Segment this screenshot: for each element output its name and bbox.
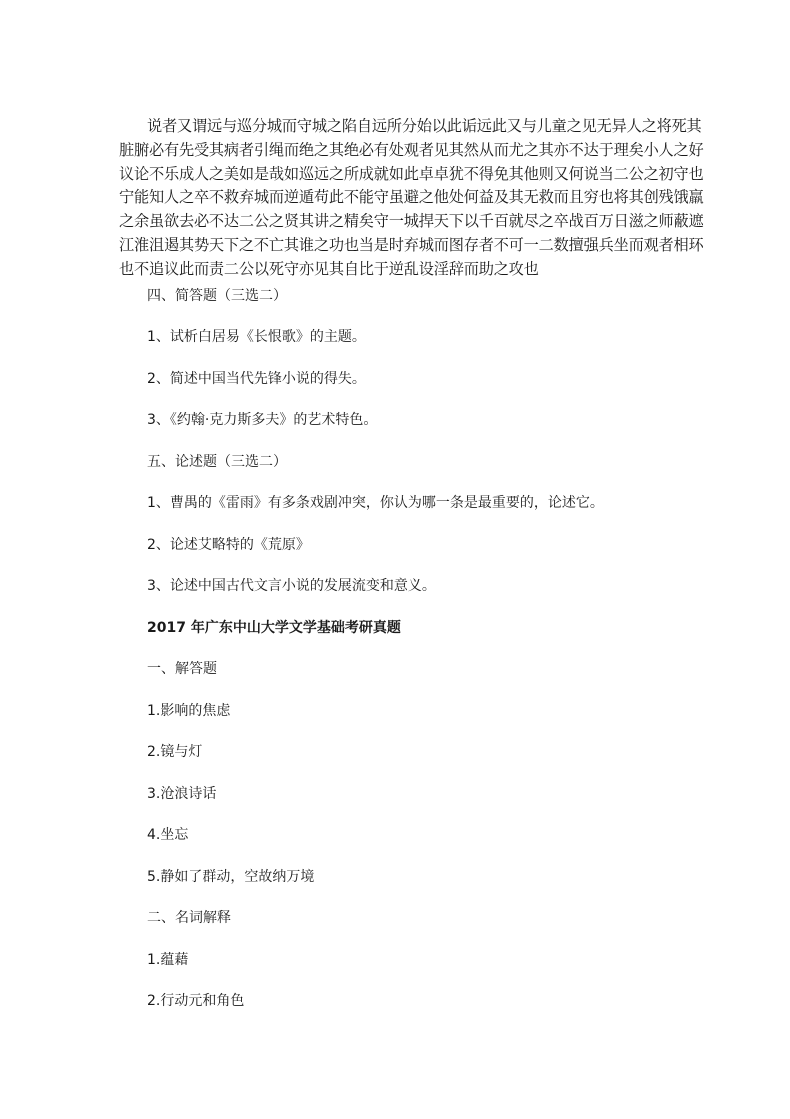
- section-heading-short-answer: 四、简答题（三选二）: [147, 288, 287, 304]
- question-item: 2.镜与灯: [147, 744, 203, 760]
- passage-line: 宁能知人之卒不救弃城而逆遁苟此不能守虽避之他处何益及其无救而且穷也将其创残饿羸: [119, 188, 704, 207]
- passage-line: 也不追议此而责二公以死守亦见其自比于逆乱设淫辞而助之攻也: [119, 259, 539, 278]
- question-item: 1、试析白居易《长恨歌》的主题。: [147, 329, 366, 345]
- section-heading-essay: 五、论述题（三选二）: [147, 454, 287, 470]
- passage-line: 江淮沮遏其势天下之不亡其谁之功也当是时弃城而图存者不可一二数擅强兵坐而观者相环: [119, 235, 704, 254]
- exam-title: 2017 年广东中山大学文学基础考研真题: [147, 620, 401, 636]
- passage-line: 之余虽欲去必不达二公之贤其讲之精矣守一城捍天下以千百就尽之卒战百万日滋之师蔽遮: [119, 212, 704, 231]
- question-item: 3、论述中国古代文言小说的发展流变和意义。: [147, 578, 436, 594]
- question-item: 3.沧浪诗话: [147, 786, 217, 802]
- passage-line: 脏腑必有先受其病者引绳而绝之其绝必有处观者见其然从而尤之其亦不达于理矣小人之好: [119, 140, 704, 159]
- question-item: 3、《约翰·克力斯多夫》的艺术特色。: [147, 412, 378, 428]
- classical-passage: [119, 115, 704, 282]
- question-item: 4.坐忘: [147, 827, 189, 843]
- question-item: 2、简述中国当代先锋小说的得失。: [147, 371, 366, 387]
- question-item: 1、曹禺的《雷雨》有多条戏剧冲突，你认为哪一条是最重要的，论述它。: [147, 495, 604, 511]
- section-heading-terms: 二、名词解释: [147, 910, 231, 926]
- question-item: 2.行动元和角色: [147, 993, 245, 1009]
- question-item: 1.蕴藉: [147, 952, 189, 968]
- section-heading-answer: 一、解答题: [147, 661, 217, 677]
- question-item: 2、论述艾略特的《荒原》: [147, 537, 310, 553]
- passage-line: 说者又谓远与巡分城而守城之陷自远所分始以此诟远此又与儿童之见无异人之将死其: [147, 117, 702, 135]
- passage-line: 议论不乐成人之美如是哉如巡远之所成就如此卓卓犹不得免其他则又何说当二公之初守也: [119, 164, 704, 183]
- question-item: 1.影响的焦虑: [147, 703, 231, 719]
- question-item: 5.静如了群动，空故纳万境: [147, 869, 315, 885]
